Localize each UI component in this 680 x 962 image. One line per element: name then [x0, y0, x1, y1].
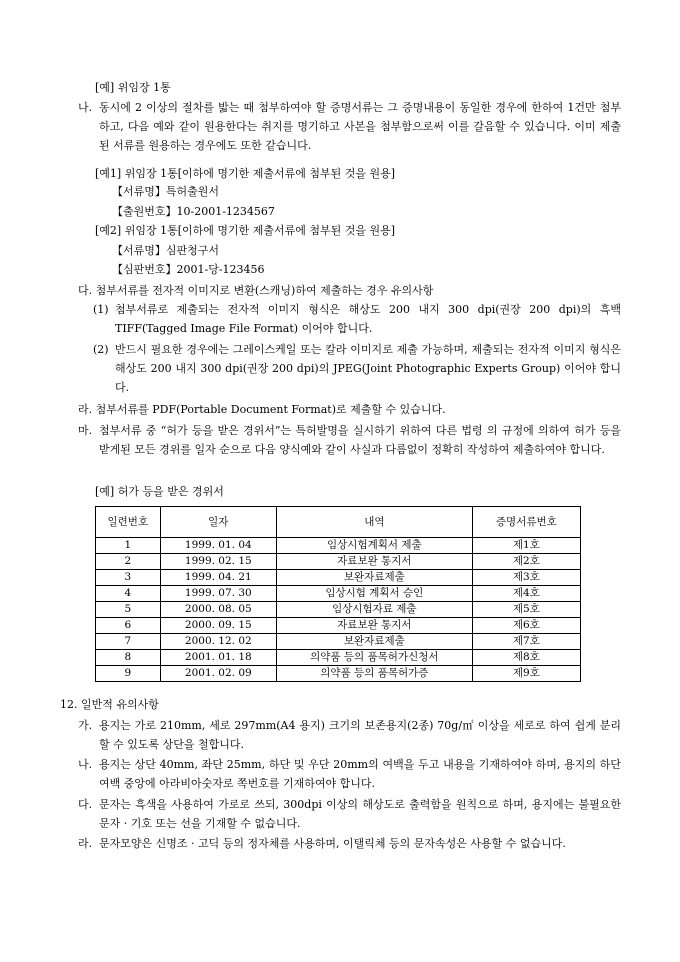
list-item: 용지는 가로 210mm, 세로 297mm(A4 용지) 크기의 보존용지(2종) 70g/㎡ 이상을 세로로 하여 쉽게 분리할 수 있도록 상단을 철합니다. — [99, 719, 621, 751]
example-doc-name: 【서류명】특허출원서 — [112, 185, 220, 198]
history-table — [95, 506, 581, 682]
table-cell: 의약품 등의 품목허가증 — [277, 666, 473, 682]
table-cell: 6 — [96, 618, 161, 634]
table-cell: 임상시험계획서 제출 — [277, 538, 473, 554]
table-row — [96, 586, 581, 602]
table-row — [96, 650, 581, 666]
table-cell: 2000. 12. 02 — [160, 634, 276, 650]
table-row — [96, 538, 581, 554]
table-cell: 1999. 04. 21 — [160, 570, 276, 586]
table-cell: 임상시험 계획서 승인 — [277, 586, 473, 602]
table-cell: 7 — [96, 634, 161, 650]
table-cell: 제6호 — [472, 618, 580, 634]
table-cell: 3 — [96, 570, 161, 586]
list-item: 문자는 흑색을 사용하여 가로로 쓰되, 300dpi 이상의 해상도로 출력함을 원칙으로 하며, 용지에는 불필요한 문자 · 기호 또는 선을 기재할 수 없습니다. — [99, 798, 621, 830]
table-cell: 의약품 등의 품목허가신청서 — [277, 650, 473, 666]
example-line: [예1] 위임장 1통[이하에 명기한 제출서류에 첨부된 것을 원용] — [95, 167, 396, 180]
table-cell: 제9호 — [472, 666, 580, 682]
table-cell: 보완자료제출 — [277, 634, 473, 650]
item-label: 마. — [78, 424, 93, 437]
table-cell: 자료보완 통지서 — [277, 554, 473, 570]
table-cell: 2001. 02. 09 — [160, 666, 276, 682]
table-cell: 제3호 — [472, 570, 580, 586]
table-cell: 제8호 — [472, 650, 580, 666]
table-cell: 9 — [96, 666, 161, 682]
table-row — [96, 618, 581, 634]
item-label: 다. — [78, 798, 93, 811]
table-cell: 1999. 01. 04 — [160, 538, 276, 554]
table-cell: 제2호 — [472, 554, 580, 570]
item-label: (2) — [93, 343, 109, 356]
table-row — [96, 554, 581, 570]
table-cell: 제1호 — [472, 538, 580, 554]
table-row — [96, 602, 581, 618]
table-cell: 2 — [96, 554, 161, 570]
item-label: 가. — [78, 719, 93, 732]
paragraph-na: 동시에 2 이상의 절차를 밟는 때 첨부하여야 할 증명서류는 그 증명내용이 동일한 경우에 한하여 1건만 첨부하고, 다음 예와 같이 원용한다는 취지를 명기하고 사본을 첨부함으로써 이를 갈음할 수 있습니다. 이미 제출된 서류를 원용하는 경우에도 또한 같습니다. — [99, 101, 621, 152]
paragraph-da2: 반드시 필요한 경우에는 그레이스케일 또는 칼라 이미지로 제출 가능하며, 제출되는 전자적 이미지 형식은 해상도 200 내지 300 dpi(권장 200 dpi)의 JPEG(Joint Photographic Experts Group) 이어야 합니다. — [115, 343, 621, 394]
table-cell: 2001. 01. 18 — [160, 650, 276, 666]
heading-da: 다. 첨부서류를 전자적 이미지로 변환(스캐닝)하여 제출하는 경우 유의사항 — [78, 284, 434, 297]
example-doc-name: 【서류명】심판청구서 — [112, 244, 220, 257]
table-cell: 2000. 08. 05 — [160, 602, 276, 618]
item-label: (1) — [93, 303, 109, 316]
example-doc-number: 【심판번호】2001-당-123456 — [112, 263, 265, 276]
item-label: 나. — [78, 758, 93, 771]
item-label: 나. — [78, 101, 93, 114]
table-cell: 임상시험자료 제출 — [277, 602, 473, 618]
table-cell: 제7호 — [472, 634, 580, 650]
table-row — [96, 634, 581, 650]
table-cell: 1 — [96, 538, 161, 554]
table-cell: 자료보완 통지서 — [277, 618, 473, 634]
table-cell: 4 — [96, 586, 161, 602]
item-label: 라. — [78, 837, 93, 850]
column-header: 내역 — [277, 507, 473, 538]
example-line: [예] 위임장 1통 — [95, 81, 171, 94]
table-cell: 제5호 — [472, 602, 580, 618]
paragraph-da1: 첨부서류로 제출되는 전자적 이미지 형식은 해상도 200 내지 300 dpi(권장 200 dpi)의 흑백 TIFF(Tagged Image File Format) 이어야 합니다. — [115, 303, 621, 335]
table-cell: 1999. 02. 15 — [160, 554, 276, 570]
table-header-row — [96, 507, 581, 538]
example-doc-number: 【출원번호】10-2001-1234567 — [112, 205, 275, 218]
table-cell: 5 — [96, 602, 161, 618]
example-line: [예] 허가 등을 받은 경위서 — [95, 485, 224, 498]
paragraph-ma: 첨부서류 중 “허가 등을 받은 경위서”는 특허발명을 실시하기 위하여 다른 법령 의 규정에 의하여 허가 등을 받게된 모든 경위를 일자 순으로 다음 양식예와 같이 사실과 다름없이 정확히 작성하여 제출하여야 합니다. — [99, 424, 621, 456]
list-item: 문자모양은 신명조 · 고딕 등의 정자체를 사용하며, 이탤릭체 등의 문자속성은 사용할 수 없습니다. — [99, 837, 566, 850]
section-title: 12. 일반적 유의사항 — [60, 698, 159, 711]
column-header: 일련번호 — [96, 507, 161, 538]
table-cell: 제4호 — [472, 586, 580, 602]
table-row — [96, 666, 581, 682]
column-header: 일자 — [160, 507, 276, 538]
table-cell: 8 — [96, 650, 161, 666]
table-cell: 2000. 09. 15 — [160, 618, 276, 634]
paragraph-ra: 라. 첨부서류를 PDF(Portable Document Format)로 제출할 수 있습니다. — [78, 403, 446, 416]
table-row — [96, 570, 581, 586]
table-cell: 1999. 07. 30 — [160, 586, 276, 602]
list-item: 용지는 상단 40mm, 좌단 25mm, 하단 및 우단 20mm의 여백을 두고 내용을 기재하여야 하며, 용지의 하단여백 중앙에 아라비아숫자로 쪽번호를 기재하여야 합니다. — [99, 758, 621, 790]
example-line: [예2] 위임장 1통[이하에 명기한 제출서류에 첨부된 것을 원용] — [95, 224, 396, 237]
column-header: 증명서류번호 — [472, 507, 580, 538]
table-cell: 보완자료제출 — [277, 570, 473, 586]
